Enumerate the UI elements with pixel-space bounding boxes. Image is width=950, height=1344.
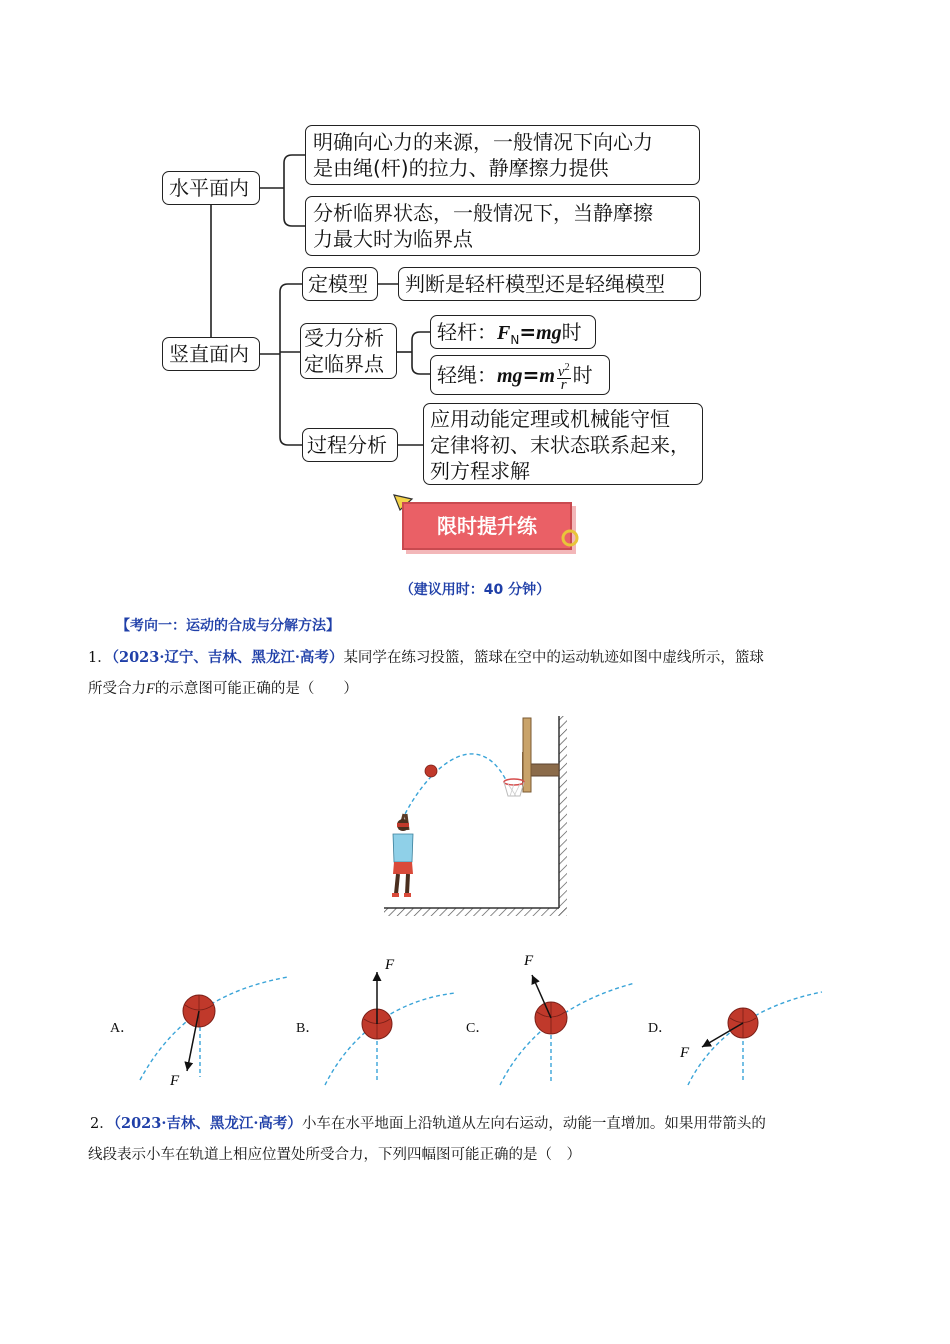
option-d-diagram — [679, 992, 822, 1085]
question-1 — [88, 647, 878, 700]
option-a-label[interactable]: A． — [110, 1021, 135, 1036]
question-2-number: 2． — [90, 1116, 114, 1132]
model-detail-box — [398, 267, 701, 301]
banner-title: 限时提升练 — [402, 502, 572, 550]
question-2-line1 — [90, 1113, 880, 1135]
banner-ring-icon — [560, 528, 580, 548]
force-analysis-box — [300, 323, 397, 379]
option-a-diagram — [140, 977, 288, 1089]
model-box — [302, 267, 378, 301]
rope-mg: mg — [497, 365, 523, 387]
horizontal-point-2 — [305, 196, 700, 256]
question-1-force-symbol: F — [146, 681, 155, 697]
process-detail-line1: 应用动能定理或机械能守恒 — [430, 407, 670, 431]
horizontal-point-2-line1: 分析临界状态，一般情况下，当静摩擦 — [313, 201, 653, 225]
rod-equals: = — [519, 320, 537, 344]
option-b-force-label: F — [385, 957, 395, 973]
section-heading: 【考向一：运动的合成与分解方法】 — [116, 618, 340, 634]
rope-radius: r — [560, 377, 567, 393]
horizontal-plane-box — [162, 171, 260, 205]
rope-velocity: v — [557, 364, 565, 380]
rope-suffix: 时 — [572, 363, 593, 387]
vertical-plane-box — [162, 337, 260, 371]
force-analysis-line2: 定临界点 — [304, 352, 384, 376]
option-c-force-label: F — [524, 953, 534, 969]
question-1-source: （2023·辽宁、吉林、黑龙江·高考） — [111, 649, 344, 666]
horizontal-plane-label: 水平面内 — [169, 176, 249, 200]
rod-mg: mg — [536, 322, 562, 344]
option-c-diagram — [500, 953, 635, 1085]
process-detail-line2: 定律将初、末状态联系起来， — [430, 433, 690, 457]
rope-fraction — [557, 362, 571, 391]
question-1-line2 — [88, 678, 878, 700]
vertical-plane-label: 竖直面内 — [169, 342, 249, 366]
rod-prefix: 轻杆： — [437, 320, 497, 344]
model-label: 定模型 — [308, 272, 368, 296]
rod-condition-box — [430, 315, 596, 349]
horizontal-point-1 — [305, 125, 700, 185]
player-figure — [392, 814, 413, 897]
time-note: （建议用时：40 分钟） — [399, 582, 551, 598]
question-1-line1 — [88, 647, 878, 669]
option-b-diagram — [325, 957, 455, 1085]
question-1-text-b-post: 的示意图可能正确的是（ ） — [154, 681, 358, 697]
option-d-force-label: F — [680, 1045, 690, 1061]
rope-prefix: 轻绳： — [437, 363, 497, 387]
rod-force-symbol: F — [497, 322, 511, 344]
process-analysis-label: 过程分析 — [307, 433, 387, 457]
question-2-text-a: 小车在水平地面上沿轨道从左向右运动，动能一直增加。如果用带箭头的 — [301, 1116, 766, 1132]
option-c-label[interactable]: C． — [466, 1021, 490, 1036]
question-1-number: 1． — [88, 650, 112, 666]
process-analysis-box — [302, 428, 398, 462]
force-analysis-line1: 受力分析 — [304, 326, 384, 350]
question-2-source: （2023·吉林、黑龙江·高考） — [113, 1115, 302, 1132]
basketball-scene — [380, 712, 570, 922]
horizontal-point-1-line2: 是由绳(杆)的拉力、静摩擦力提供 — [313, 156, 609, 180]
option-b-label[interactable]: B． — [296, 1021, 320, 1036]
horizontal-point-1-line1: 明确向心力的来源，一般情况下向心力 — [313, 130, 653, 154]
rope-equals: = — [522, 363, 540, 387]
option-a-force-label: F — [170, 1073, 180, 1089]
question-2 — [90, 1113, 880, 1166]
rod-force-subscript: N — [510, 333, 520, 347]
process-detail-box — [423, 403, 703, 485]
model-detail: 判断是轻杆模型还是轻绳模型 — [405, 272, 665, 296]
rope-condition-box — [430, 355, 610, 395]
option-d-label[interactable]: D． — [648, 1021, 673, 1036]
question-1-text-a: 某同学在练习投篮，篮球在空中的运动轨迹如图中虚线所示，篮球 — [343, 650, 764, 666]
horizontal-point-2-line2: 力最大时为临界点 — [313, 227, 473, 251]
question-1-text-b-pre: 所受合力 — [88, 681, 146, 697]
rope-m: m — [539, 365, 555, 387]
rope-velocity-exponent: 2 — [564, 362, 570, 373]
question-2-line2: 线段表示小车在轨道上相应位置处所受合力，下列四幅图可能正确的是（ ） — [88, 1147, 581, 1163]
process-detail-line3: 列方程求解 — [430, 459, 530, 483]
rod-suffix: 时 — [561, 320, 582, 344]
